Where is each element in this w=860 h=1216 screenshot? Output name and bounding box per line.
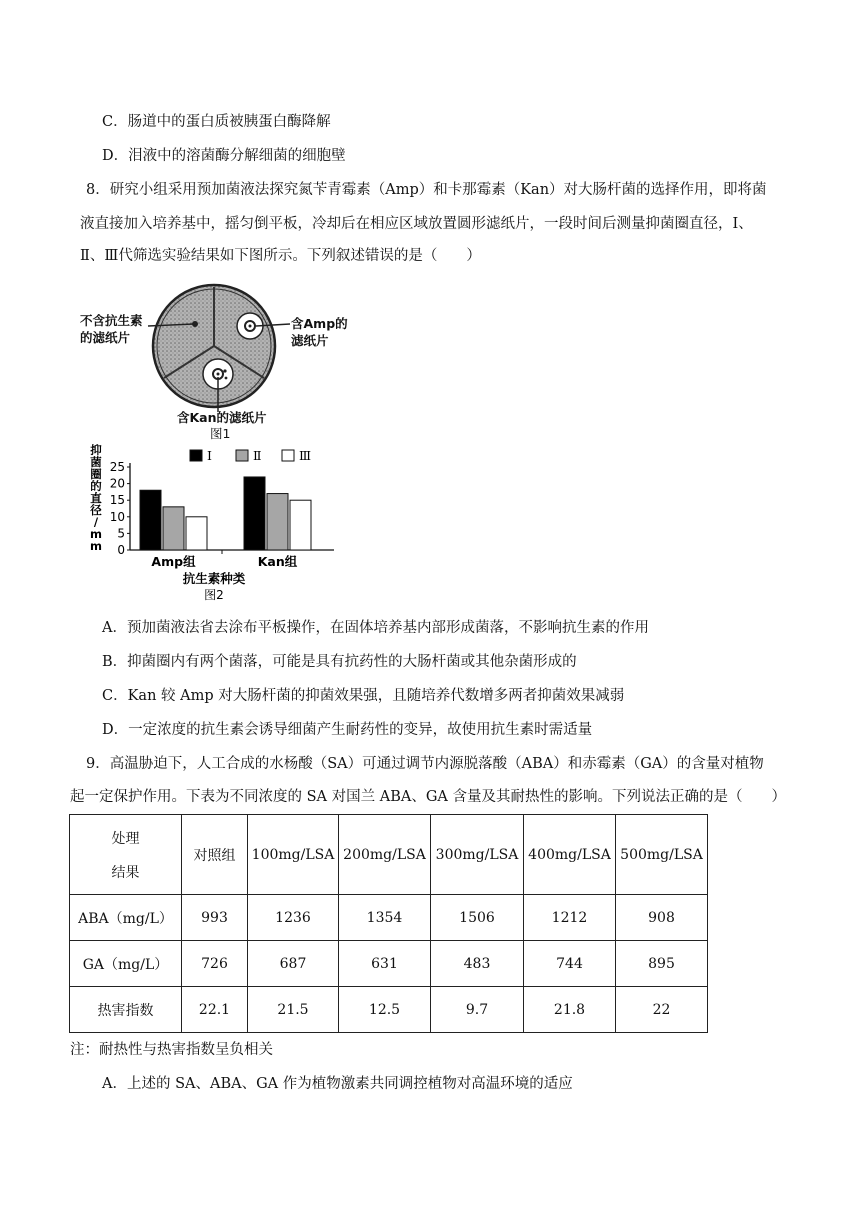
figure-1-petri-dish bbox=[70, 282, 370, 442]
label-no-antibiotic-1: 不含抗生素 bbox=[80, 313, 143, 328]
bar bbox=[290, 500, 311, 550]
table-cell: 22.1 bbox=[182, 987, 248, 1033]
q9-stem-line2: 起一定保护作用。下表为不同浓度的 SA 对国兰 ABA、GA 含量及其耐热性的影响。下列说法正确的是（ ） bbox=[70, 789, 786, 805]
q9-data-table bbox=[69, 814, 708, 1033]
table-cell: 21.8 bbox=[524, 987, 616, 1033]
corner-bottom: 结果 bbox=[111, 864, 140, 881]
table-cell: 483 bbox=[431, 941, 524, 987]
label-amp-1: 含Amp的 bbox=[291, 316, 348, 331]
q9-stem-line1: 9．高温胁迫下，人工合成的水杨酸（SA）可通过调节内源脱落酸（ABA）和赤霉素（GA）的含量对植物 bbox=[86, 756, 764, 772]
bar bbox=[244, 477, 265, 550]
bar bbox=[186, 517, 207, 550]
table-cell: 744 bbox=[524, 941, 616, 987]
y-axis-label-char: 菌 bbox=[90, 455, 102, 469]
q8-option-c: C．Kan 较 Amp 对大肠杆菌的抑菌效果强，且随培养代数增多两者抑菌效果减弱 bbox=[102, 688, 625, 704]
q9-note: 注：耐热性与热害指数呈负相关 bbox=[70, 1042, 273, 1058]
figure-2-bar-chart bbox=[82, 444, 342, 604]
table-cell: 631 bbox=[339, 941, 431, 987]
y-tick-label: 20 bbox=[109, 476, 125, 491]
col-header: 200mg/LSA bbox=[339, 815, 431, 895]
table-cell: 1354 bbox=[339, 895, 431, 941]
table-cell: 895 bbox=[616, 941, 708, 987]
row-label: ABA（mg/L） bbox=[70, 895, 182, 941]
q8-option-b: B．抑菌圈内有两个菌落，可能是具有抗药性的大肠杆菌或其他杂菌形成的 bbox=[102, 654, 577, 670]
option-d-prev: D．泪液中的溶菌酶分解细菌的细胞壁 bbox=[102, 148, 346, 164]
legend-swatch bbox=[236, 450, 248, 461]
y-axis-label-char: 直 bbox=[90, 491, 102, 505]
table-cell: 1506 bbox=[431, 895, 524, 941]
y-axis-label-char: 的 bbox=[90, 479, 102, 493]
table-cell: 687 bbox=[248, 941, 339, 987]
col-header: 300mg/LSA bbox=[431, 815, 524, 895]
y-tick-label: 25 bbox=[109, 460, 125, 474]
x-axis-label: 抗生素种类 bbox=[182, 571, 246, 586]
corner-top: 处理 bbox=[111, 830, 140, 847]
legend-label: Ⅰ bbox=[207, 448, 212, 463]
table-row bbox=[70, 895, 708, 941]
legend-label: Ⅱ bbox=[253, 448, 262, 463]
table-row bbox=[70, 941, 708, 987]
table-cell: 22 bbox=[616, 987, 708, 1033]
col-header: 100mg/LSA bbox=[248, 815, 339, 895]
table-cell: 908 bbox=[616, 895, 708, 941]
table-header-row bbox=[70, 815, 708, 895]
y-tick-label: 10 bbox=[109, 509, 125, 524]
y-axis-label-char: 圈 bbox=[90, 467, 102, 481]
y-axis-label-char: m bbox=[90, 539, 102, 553]
label-no-antibiotic-2: 的滤纸片 bbox=[80, 330, 131, 345]
legend-label: Ⅲ bbox=[299, 448, 312, 463]
q8-option-a: A．预加菌液法省去涂布平板操作，在固体培养基内部形成菌落，不影响抗生素的作用 bbox=[102, 620, 649, 636]
bar bbox=[163, 507, 184, 550]
row-label: 热害指数 bbox=[70, 987, 182, 1033]
label-kan: 含Kan的滤纸片 bbox=[177, 410, 267, 425]
col-header: 对照组 bbox=[182, 815, 248, 895]
col-header: 400mg/LSA bbox=[524, 815, 616, 895]
table-cell: 12.5 bbox=[339, 987, 431, 1033]
table-row bbox=[70, 987, 708, 1033]
legend-swatch bbox=[190, 450, 202, 461]
x-tick-label: Kan组 bbox=[257, 554, 298, 569]
q8-stem-line1: 8．研究小组采用预加菌液法探究氮苄青霉素（Amp）和卡那霉素（Kan）对大肠杆菌的选择作用，即将菌 bbox=[86, 182, 767, 198]
col-header: 500mg/LSA bbox=[616, 815, 708, 895]
x-tick-label: Amp组 bbox=[151, 554, 196, 569]
q8-stem-line3: Ⅱ、Ⅲ代筛选实验结果如下图所示。下列叙述错误的是（ ） bbox=[80, 248, 481, 264]
label-amp-2: 滤纸片 bbox=[291, 333, 329, 348]
q8-option-d: D．一定浓度的抗生素会诱导细菌产生耐药性的变异，故使用抗生素时需适量 bbox=[102, 722, 593, 738]
figure-2-caption: 图2 bbox=[204, 588, 224, 602]
bar-chart-svg bbox=[82, 444, 342, 604]
y-axis-label-char: 径 bbox=[90, 503, 102, 517]
y-tick-label: 15 bbox=[109, 493, 125, 508]
option-c-prev: C．肠道中的蛋白质被胰蛋白酶降解 bbox=[102, 114, 331, 130]
q9-option-a: A．上述的 SA、ABA、GA 作为植物激素共同调控植物对高温环境的适应 bbox=[102, 1076, 573, 1092]
bar bbox=[140, 490, 161, 550]
table-cell: 1212 bbox=[524, 895, 616, 941]
y-tick-label: 0 bbox=[117, 543, 125, 557]
table-cell: 1236 bbox=[248, 895, 339, 941]
table-cell: 726 bbox=[182, 941, 248, 987]
y-axis-label-char: 抑 bbox=[90, 444, 102, 457]
legend-swatch bbox=[282, 450, 294, 461]
bar bbox=[267, 494, 288, 550]
table-cell: 21.5 bbox=[248, 987, 339, 1033]
y-tick-label: 5 bbox=[117, 526, 125, 541]
table-corner-cell bbox=[70, 815, 182, 895]
y-axis-label-char: / bbox=[93, 515, 99, 529]
table-cell: 993 bbox=[182, 895, 248, 941]
q8-stem-line2: 液直接加入培养基中，摇匀倒平板，冷却后在相应区域放置圆形滤纸片，一段时间后测量抑菌圈直径，Ⅰ、 bbox=[80, 216, 753, 232]
figure-1-caption: 图1 bbox=[210, 426, 231, 441]
y-axis-label-char: m bbox=[90, 527, 102, 541]
table-cell: 9.7 bbox=[431, 987, 524, 1033]
row-label: GA（mg/L） bbox=[70, 941, 182, 987]
